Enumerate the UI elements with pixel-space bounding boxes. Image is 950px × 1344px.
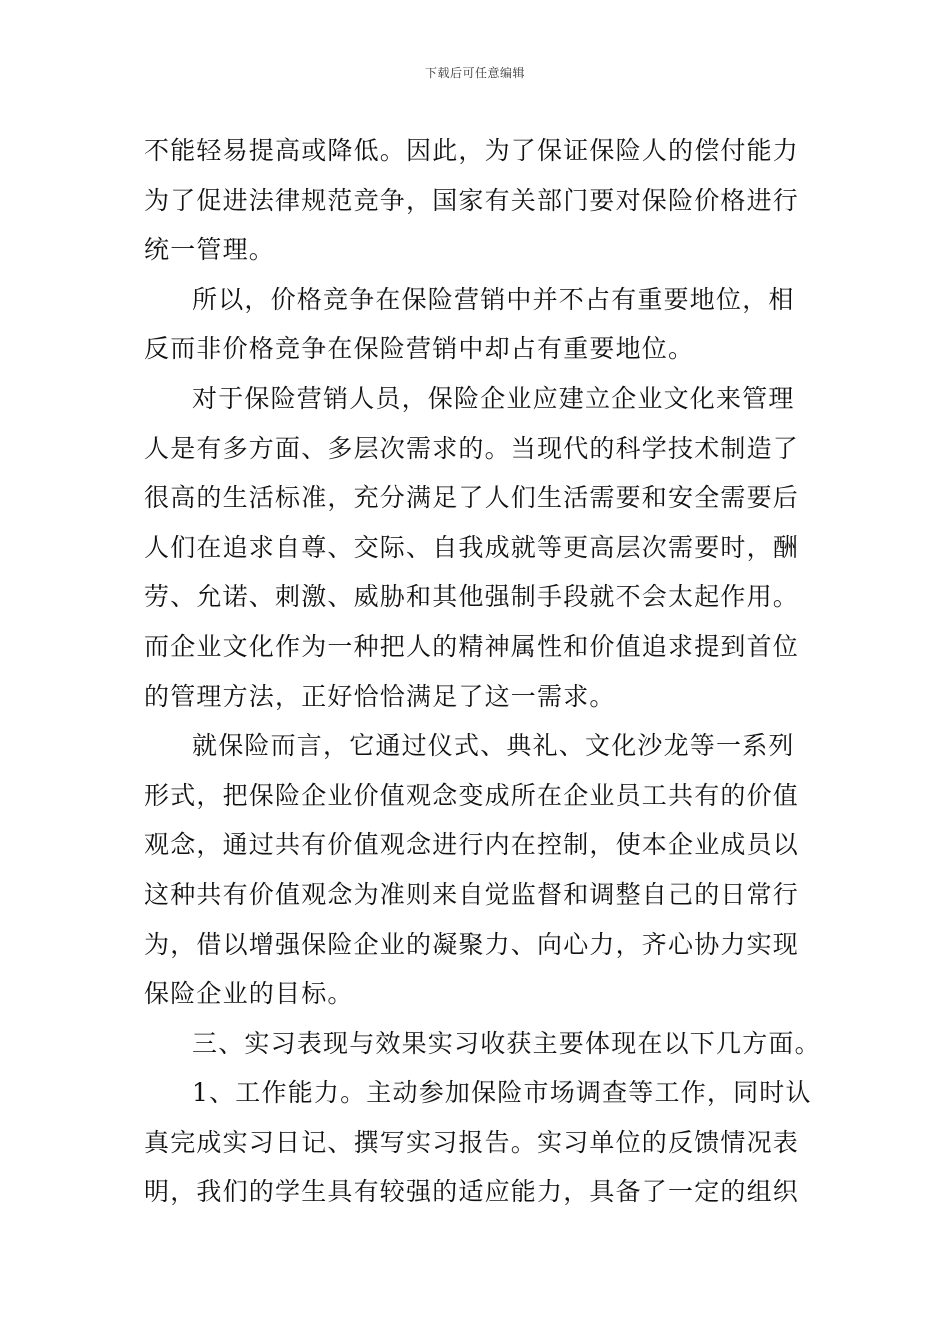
text-line: 所以，价格竞争在保险营销中并不占有重要地位，相: [192, 284, 795, 314]
text-line: 人是有多方面、多层次需求的。当现代的科学技术制造了: [144, 433, 800, 463]
text-line: 对于保险营销人员，保险企业应建立企业文化来管理: [192, 383, 795, 413]
text-line: 真完成实习日记、撰写实习报告。实习单位的反馈情况表: [144, 1127, 800, 1157]
text-line: 形式，把保险企业价值观念变成所在企业员工共有的价值: [144, 780, 800, 810]
text-line: 1、工作能力。主动参加保险市场调查等工作，同时认: [192, 1078, 812, 1108]
text-line: 观念，通过共有价值观念进行内在控制，使本企业成员以: [144, 830, 800, 860]
text-line: 三、实习表现与效果实习收获主要体现在以下几方面。: [192, 1028, 821, 1058]
text-line: 反而非价格竞争在保险营销中却占有重要地位。: [144, 334, 695, 364]
text-line: 人们在追求自尊、交际、自我成就等更高层次需要时，酬: [144, 532, 800, 562]
text-line: 不能轻易提高或降低。因此，为了保证保险人的偿付能力: [144, 136, 800, 165]
text-line: 为了促进法律规范竞争，国家有关部门要对保险价格进行: [144, 185, 800, 215]
text-line: 明，我们的学生具有较强的适应能力，具备了一定的组织: [144, 1177, 800, 1207]
document-body: [144, 126, 821, 1217]
text-line: 就保险而言，它通过仪式、典礼、文化沙龙等一系列: [192, 731, 795, 761]
text-line: 保险企业的目标。: [144, 979, 354, 1009]
text-line: 为，借以增强保险企业的凝聚力、向心力，齐心协力实现: [144, 929, 800, 959]
text-line: 统一管理。: [144, 235, 276, 265]
text-line: 的管理方法，正好恰恰满足了这一需求。: [144, 681, 616, 711]
text-line: 而企业文化作为一种把人的精神属性和价值追求提到首位: [144, 631, 800, 661]
header-note: 下载后可任意编辑: [424, 66, 525, 80]
text-line: 劳、允诺、刺激、威胁和其他强制手段就不会太起作用。: [144, 582, 800, 612]
text-line: 这种共有价值观念为准则来自觉监督和调整自己的日常行: [144, 879, 800, 909]
text-line: 很高的生活标准，充分满足了人们生活需要和安全需要后: [144, 483, 800, 513]
